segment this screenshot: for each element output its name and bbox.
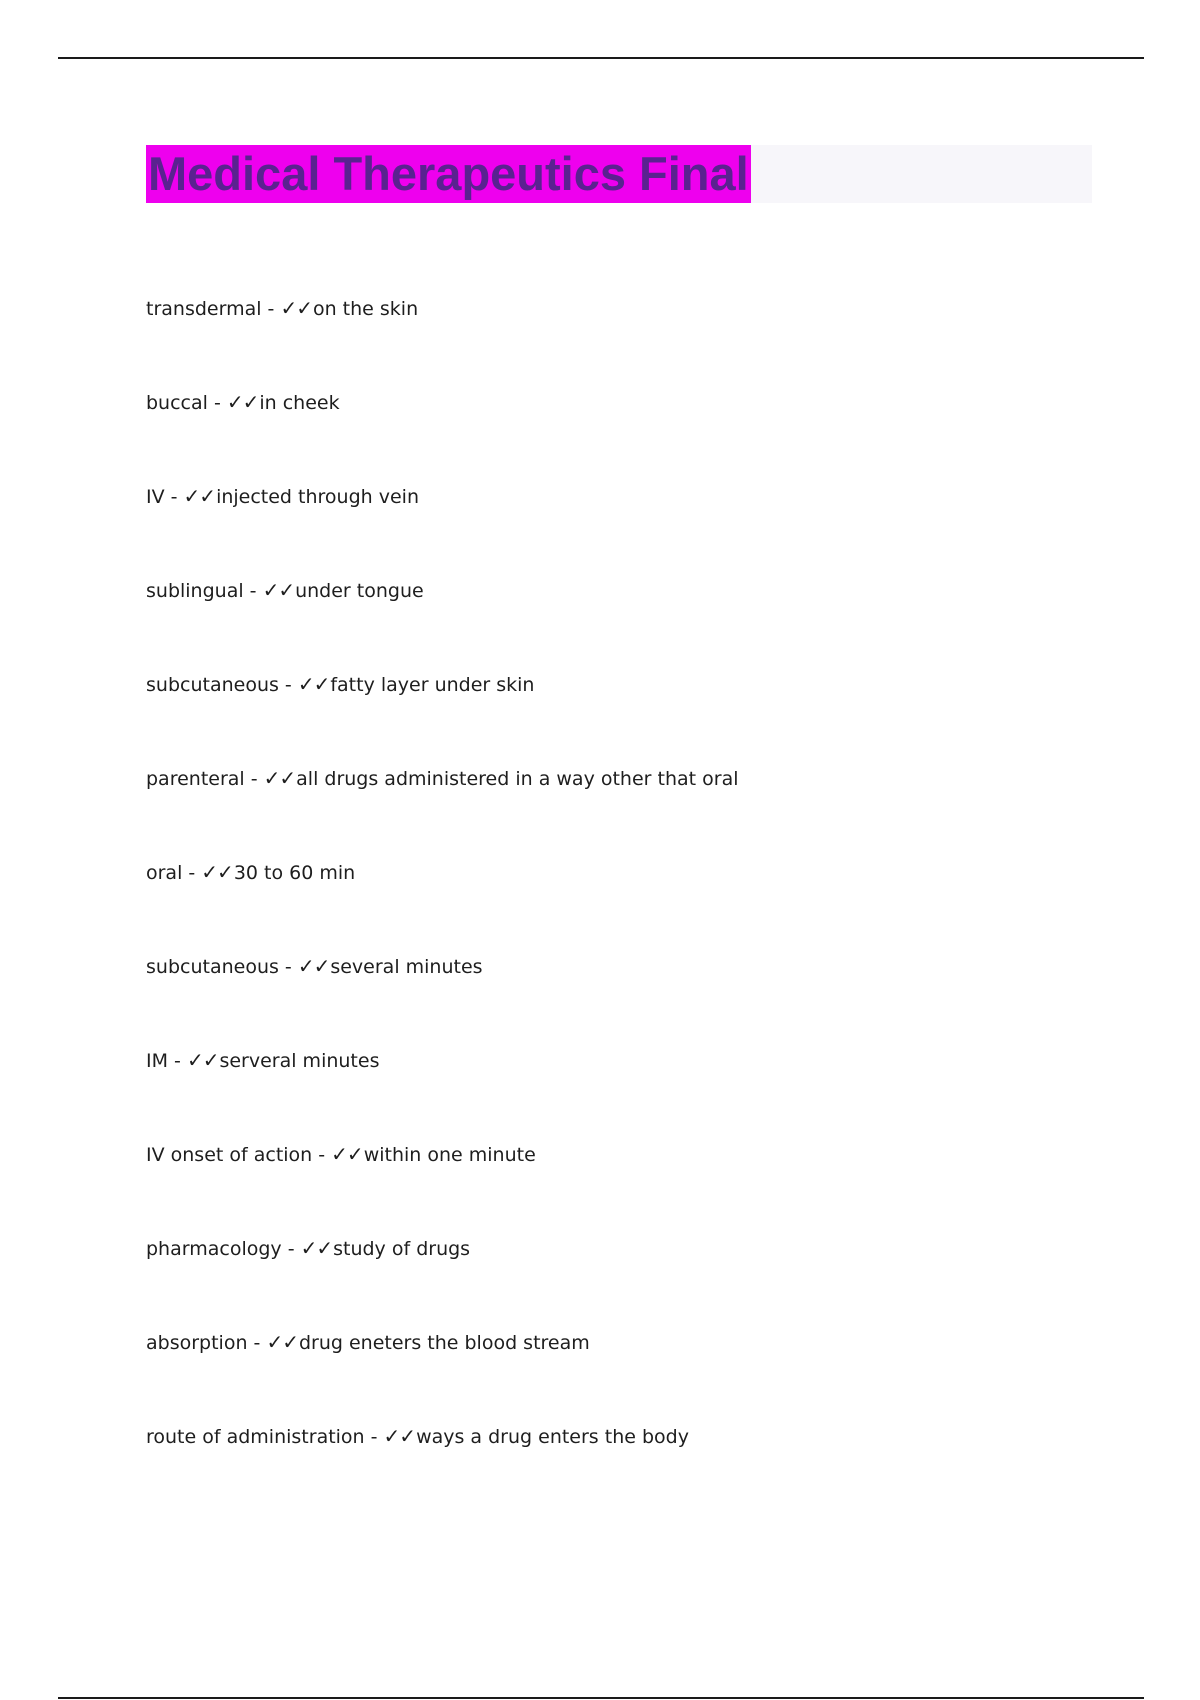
double-check-icon: ✓✓ bbox=[383, 1424, 416, 1448]
list-item bbox=[146, 1042, 1106, 1136]
bottom-rule bbox=[58, 1697, 1144, 1699]
list-item bbox=[146, 760, 1106, 854]
entry-definition: fatty layer under skin bbox=[330, 674, 535, 696]
entry-separator: - bbox=[182, 862, 202, 884]
entry-definition: several minutes bbox=[330, 956, 483, 978]
list-item bbox=[146, 1324, 1106, 1418]
entry-definition: ways a drug enters the body bbox=[416, 1426, 689, 1448]
list-item bbox=[146, 478, 1106, 572]
entry-definition: study of drugs bbox=[333, 1238, 471, 1260]
double-check-icon: ✓✓ bbox=[280, 296, 312, 320]
entry-term: route of administration bbox=[146, 1426, 365, 1448]
double-check-icon: ✓✓ bbox=[226, 390, 259, 414]
entry-separator: - bbox=[247, 1332, 267, 1354]
entry-term: IV bbox=[146, 486, 165, 508]
entry-definition: injected through vein bbox=[216, 486, 419, 508]
title-band bbox=[146, 145, 1092, 203]
entry-definition: on the skin bbox=[312, 298, 419, 320]
entry-term: buccal bbox=[146, 392, 208, 414]
entry-definition: serveral minutes bbox=[219, 1050, 380, 1072]
list-item bbox=[146, 948, 1106, 1042]
top-rule bbox=[58, 57, 1144, 59]
entry-separator: - bbox=[261, 298, 281, 320]
double-check-icon: ✓✓ bbox=[263, 766, 296, 790]
entry-separator: - bbox=[278, 956, 298, 978]
entry-term: pharmacology bbox=[146, 1238, 282, 1260]
entry-term: oral bbox=[146, 862, 183, 884]
entry-term: parenteral bbox=[146, 768, 245, 790]
list-item bbox=[146, 666, 1106, 760]
entry-separator: - bbox=[244, 768, 264, 790]
double-check-icon: ✓✓ bbox=[300, 1236, 333, 1260]
entry-separator: - bbox=[364, 1426, 384, 1448]
entry-definition: under tongue bbox=[295, 580, 424, 602]
entry-term: IM bbox=[146, 1050, 168, 1072]
flashcard-list bbox=[146, 290, 1106, 1512]
list-item bbox=[146, 1230, 1106, 1324]
entry-separator: - bbox=[207, 392, 227, 414]
list-item bbox=[146, 384, 1106, 478]
list-item bbox=[146, 290, 1106, 384]
entry-separator: - bbox=[312, 1144, 332, 1166]
double-check-icon: ✓✓ bbox=[262, 578, 295, 602]
list-item bbox=[146, 1418, 1106, 1512]
entry-term: sublingual bbox=[146, 580, 244, 602]
entry-term: IV onset of action bbox=[146, 1144, 313, 1166]
double-check-icon: ✓✓ bbox=[331, 1142, 363, 1166]
entry-definition: all drugs administered in a way other that oral bbox=[296, 768, 739, 790]
list-item bbox=[146, 854, 1106, 948]
double-check-icon: ✓✓ bbox=[183, 484, 216, 508]
entry-separator: - bbox=[281, 1238, 301, 1260]
double-check-icon: ✓✓ bbox=[297, 954, 330, 978]
entry-separator: - bbox=[278, 674, 298, 696]
entry-term: transdermal bbox=[146, 298, 262, 320]
entry-definition: drug eneters the blood stream bbox=[298, 1332, 590, 1354]
entry-definition: within one minute bbox=[363, 1144, 536, 1166]
entry-definition: 30 to 60 min bbox=[233, 862, 356, 884]
entry-separator: - bbox=[243, 580, 263, 602]
list-item bbox=[146, 572, 1106, 666]
double-check-icon: ✓✓ bbox=[201, 860, 233, 884]
entry-term: absorption bbox=[146, 1332, 248, 1354]
entry-separator: - bbox=[164, 486, 184, 508]
double-check-icon: ✓✓ bbox=[266, 1330, 298, 1354]
double-check-icon: ✓✓ bbox=[186, 1048, 219, 1072]
document-title: Medical Therapeutics Final bbox=[146, 145, 751, 203]
list-item bbox=[146, 1136, 1106, 1230]
entry-term: subcutaneous bbox=[146, 674, 279, 696]
entry-term: subcutaneous bbox=[146, 956, 279, 978]
entry-separator: - bbox=[168, 1050, 187, 1072]
double-check-icon: ✓✓ bbox=[297, 672, 330, 696]
entry-definition: in cheek bbox=[259, 392, 340, 414]
